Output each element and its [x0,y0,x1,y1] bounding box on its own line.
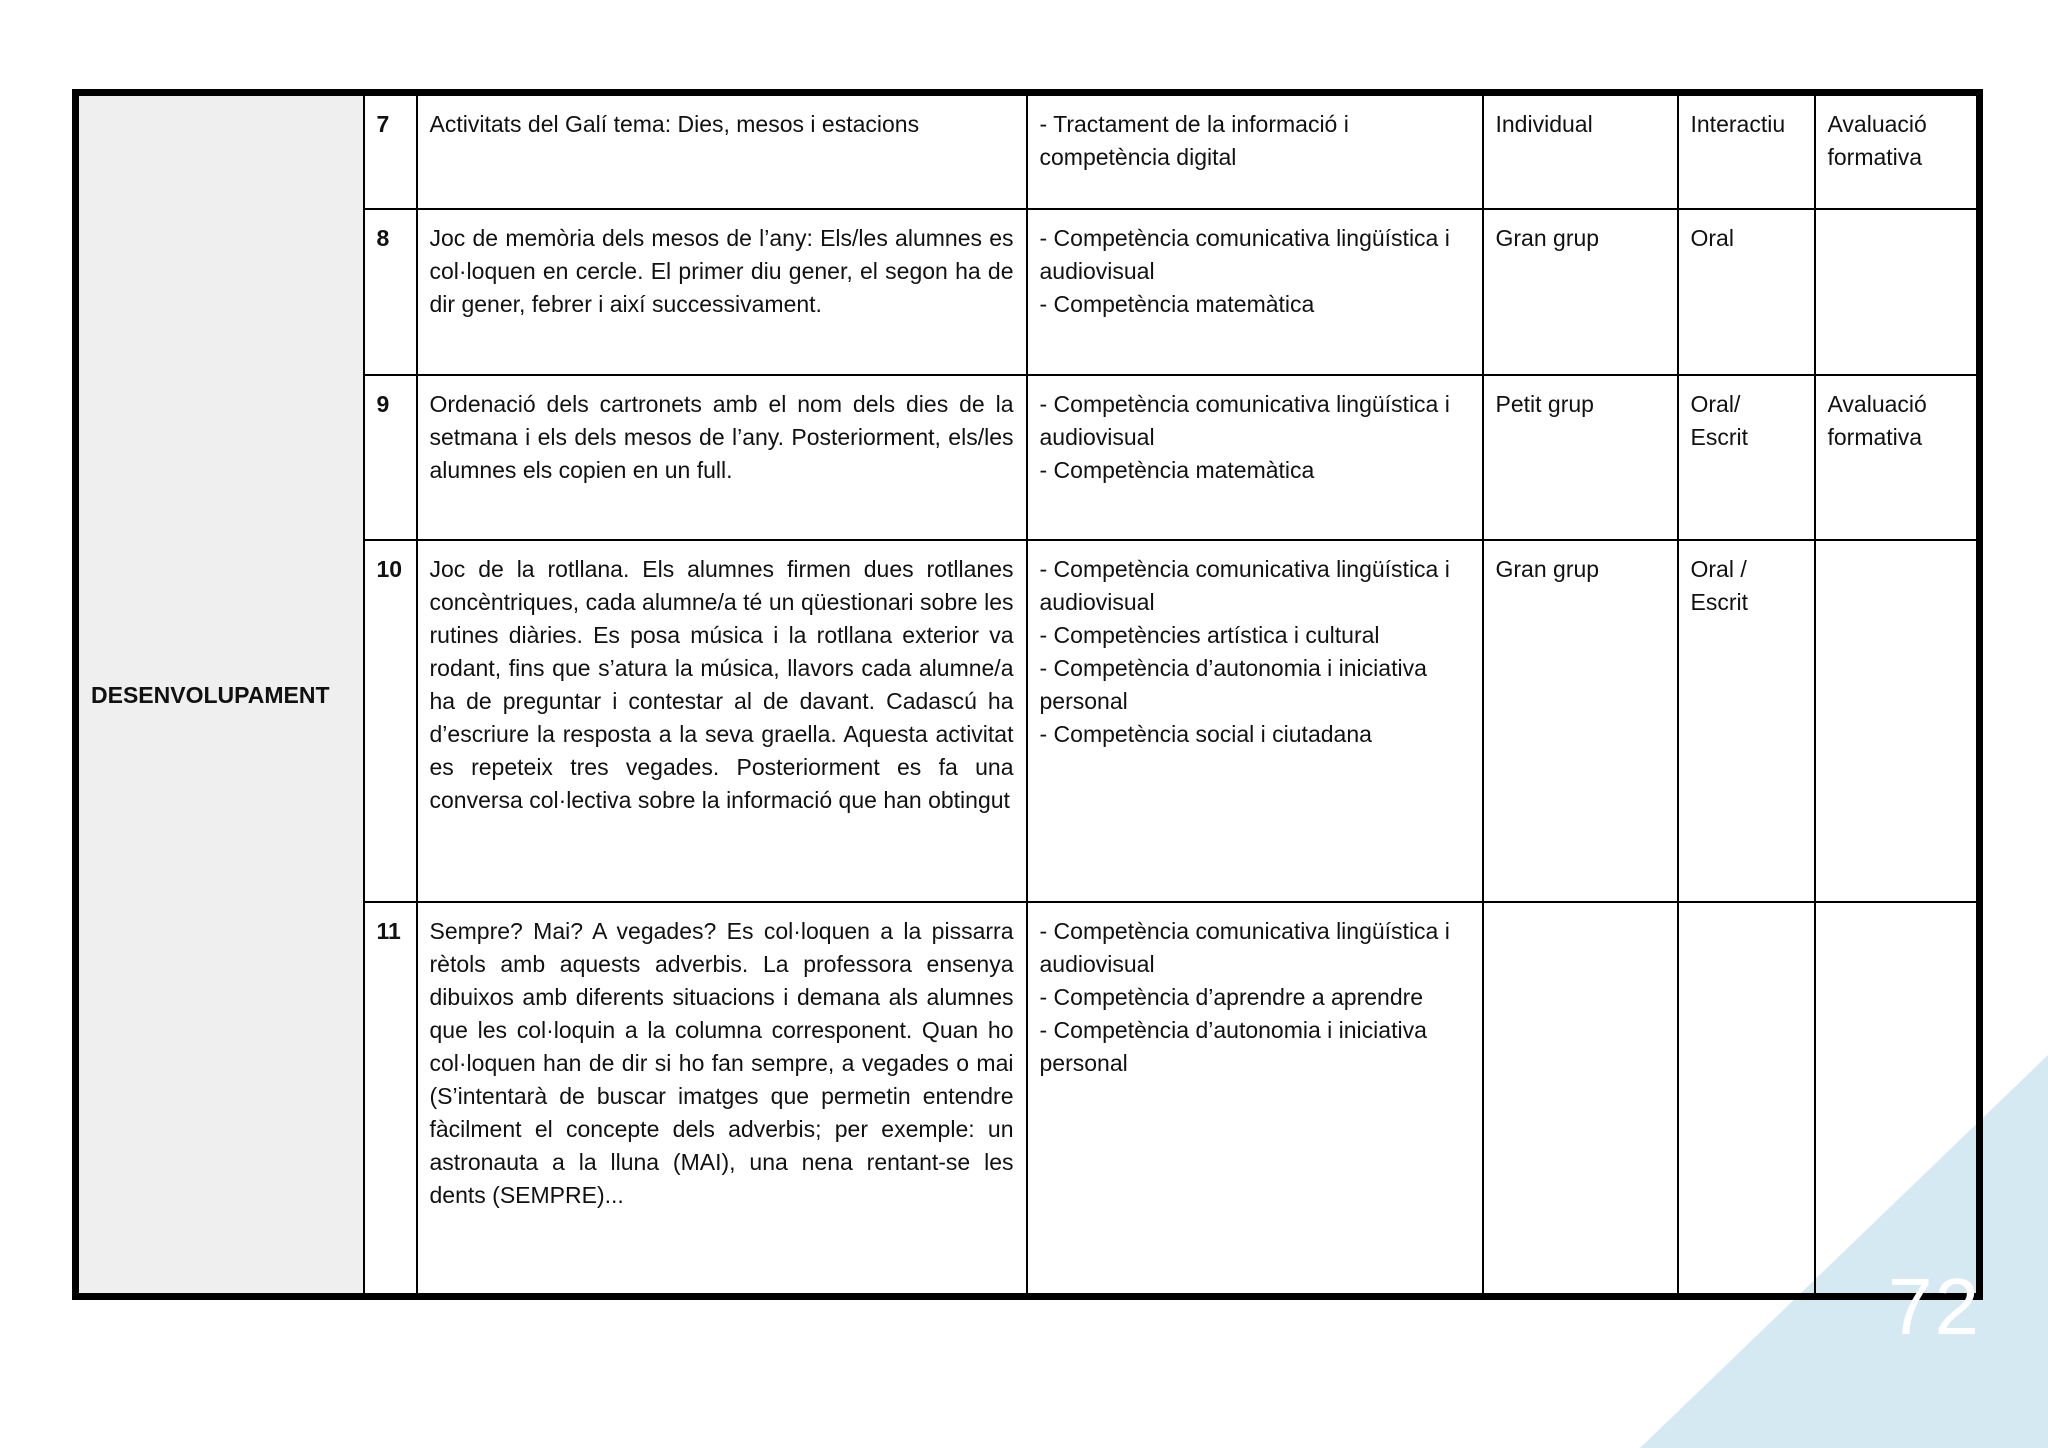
evaluation-cell [1815,540,1980,902]
modality-cell: Interactiu [1678,93,1815,209]
competence-item: - Competència matemàtica [1039,290,1315,317]
competence-item: - Competència comunicativa lingüística i audiovisual [1039,917,1450,977]
evaluation-cell: Avaluació formativa [1815,375,1980,540]
competence-item: - Competència matemàtica [1039,456,1315,483]
competences-list [1027,540,1483,902]
activity-description: Ordenació dels cartronets amb el nom dels dies de la setmana i els dels mesos de l’any. Posteriorment, els/les alumnes els copien en un full. [417,375,1027,540]
competence-item: - Competència comunicativa lingüística i audiovisual [1039,555,1450,615]
activity-number: 8 [364,209,417,375]
competence-item: - Competència social i ciutadana [1039,720,1372,747]
competence-item: - Competència d’autonomia i iniciativa personal [1039,1016,1427,1076]
session-plan-table [72,89,1983,1300]
page-number: 72 [1888,1262,1981,1351]
phase-label: DESENVOLUPAMENT [76,93,364,1297]
evaluation-cell: Avaluació formativa [1815,93,1980,209]
competence-item: - Competència comunicativa lingüística i audiovisual [1039,390,1450,450]
modality-cell: Oral/ Escrit [1678,375,1815,540]
competences-list [1027,375,1483,540]
competences-list [1027,93,1483,209]
activity-number: 9 [364,375,417,540]
modality-cell [1678,902,1815,1297]
evaluation-cell [1815,902,1980,1297]
activity-description: Joc de memòria dels mesos de l’any: Els/les alumnes es col·loquen en cercle. El primer diu gener, el segon ha de dir gener, febrer i així successivament. [417,209,1027,375]
competences-list [1027,902,1483,1297]
competence-item: - Competència d’aprendre a aprendre [1039,983,1424,1010]
activity-number: 11 [364,902,417,1297]
evaluation-cell [1815,209,1980,375]
activity-description: Sempre? Mai? A vegades? Es col·loquen a la pissarra rètols amb aquests adverbis. La professora ensenya dibuixos amb diferents situacions i demana als alumnes que les col·loquin a la columna corresponent. Quan ho col·loquen han de dir si ho fan sempre, a vegades o mai (S’intentarà de buscar imatges que permetin entendre fàcilment el concepte dels adverbis; per exemple: un astronauta a la lluna (MAI), una nena rentant-se les dents (SEMPRE)... [417,902,1027,1297]
grouping-cell: Petit grup [1483,375,1678,540]
competence-item: - Tractament de la informació i competència digital [1039,111,1349,170]
modality-cell: Oral [1678,209,1815,375]
modality-cell: Oral / Escrit [1678,540,1815,902]
table-row [76,93,1980,209]
grouping-cell: Gran grup [1483,209,1678,375]
activity-number: 10 [364,540,417,902]
competence-item: - Competència d’autonomia i iniciativa personal [1039,654,1427,714]
activity-number: 7 [364,93,417,209]
grouping-cell: Gran grup [1483,540,1678,902]
competences-list [1027,209,1483,375]
competence-item: - Competències artística i cultural [1039,621,1380,648]
grouping-cell: Individual [1483,93,1678,209]
grouping-cell [1483,902,1678,1297]
activity-description: Activitats del Galí tema: Dies, mesos i estacions [417,93,1027,209]
activity-description: Joc de la rotllana. Els alumnes firmen dues rotllanes concèntriques, cada alumne/a té un qüestionari sobre les rutines diàries. Es posa música i la rotllana exterior va rodant, fins que s’atura la música, llavors cada alumne/a ha de preguntar i contestar al de davant. Cadascú ha d’escriure la resposta a la seva graella. Aquesta activitat es repeteix tres vegades. Posteriorment es fa una conversa col·lectiva sobre la informació que han obtingut [417,540,1027,902]
competence-item: - Competència comunicativa lingüística i audiovisual [1039,224,1450,284]
